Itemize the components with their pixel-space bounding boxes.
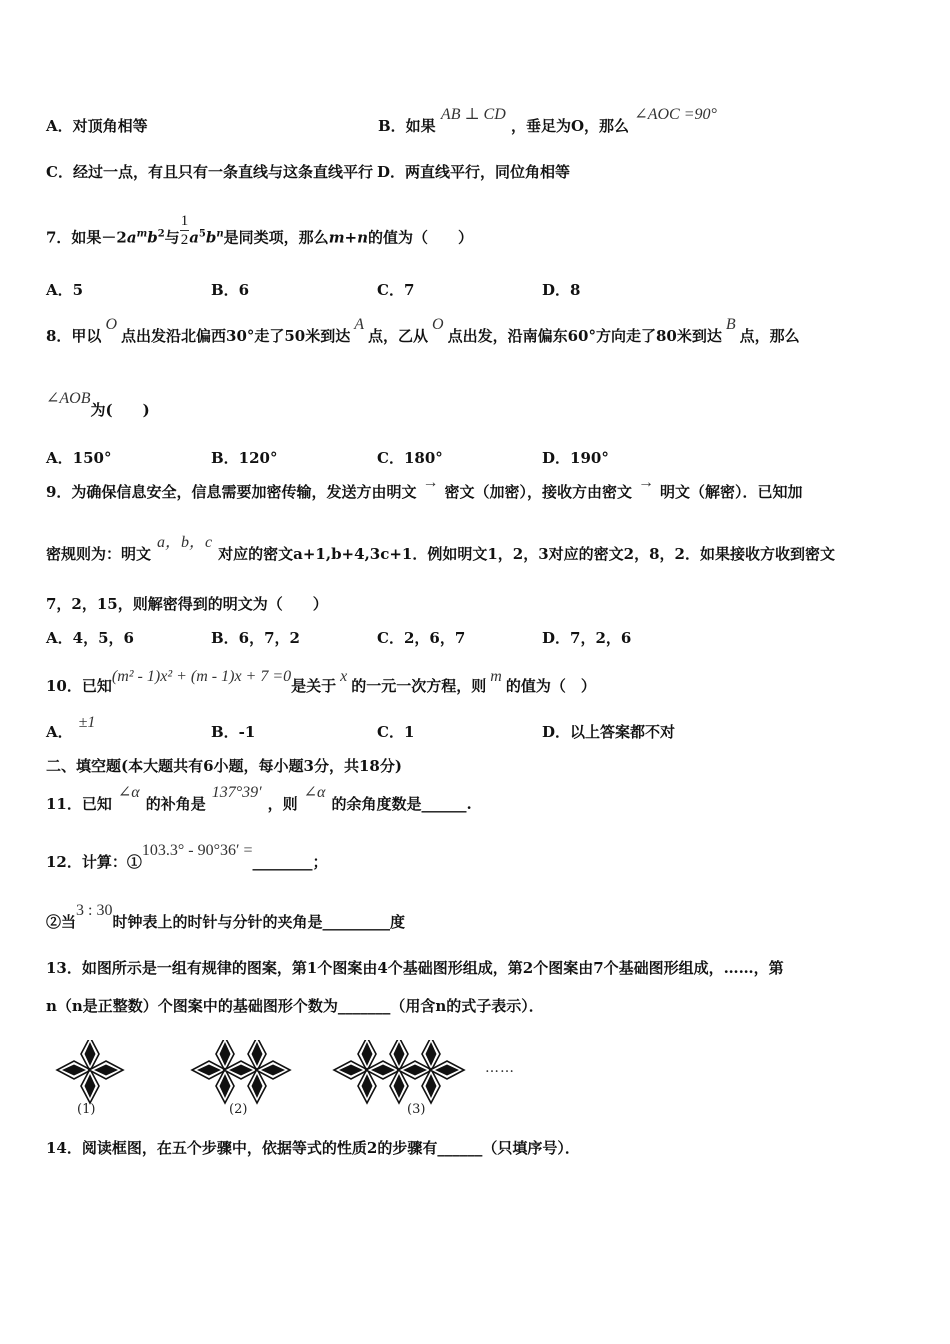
q7-frac-num: 1 [180, 213, 189, 229]
q7-post: 是同类项，那么 [223, 228, 329, 247]
q8-seg5: 为( ) [90, 401, 150, 419]
q6-b-math-angle: ∠AOC =90° [634, 106, 717, 123]
q13-figure-2 [192, 1040, 290, 1103]
q10-prefix: 10．已知 [46, 677, 112, 695]
q13-caption-1: (1) [77, 1102, 96, 1117]
q11-stem [46, 784, 472, 815]
q9-arrow-2: → [637, 474, 654, 491]
q9-option-d: D．7，2，6 [542, 629, 632, 647]
q9-line3: 7，2，15，则解密得到的明文为（ ） [46, 595, 328, 613]
q11-value: 137°39′ [211, 784, 262, 801]
q7-option-c: C．7 [377, 281, 415, 299]
q11-alpha-1: ∠α [117, 784, 140, 801]
q12-part1 [46, 842, 328, 873]
q10-option-c: C．1 [377, 723, 415, 741]
q8-prefix: 8．甲以 [46, 327, 102, 345]
q7-option-d: D．8 [542, 281, 581, 299]
q13-pattern-figures [45, 1040, 525, 1120]
q8-option-c: C．180° [377, 449, 443, 467]
q6-option-c-d [46, 162, 570, 182]
q9-option-b: B．6，7，2 [211, 629, 300, 647]
q8-option-a: A．150° [46, 449, 112, 467]
q9-option-c: C．2，6，7 [377, 629, 466, 647]
q14-stem: 14．阅读框图，在五个步骤中，依据等式的性质2的步骤有______（只填序号）． [46, 1139, 580, 1157]
q6-option-b [378, 106, 717, 137]
q9-l1b: 密文（加密），接收方由密文 [444, 483, 632, 501]
q8-point-o: O [105, 316, 117, 333]
q7-option-a: A．5 [46, 281, 84, 299]
q8-stem [46, 316, 800, 347]
q8-option-b: B．120° [211, 449, 278, 467]
q11-alpha-2: ∠α [303, 784, 326, 801]
q7-option-b: B．6 [211, 281, 250, 299]
q10-option-a [46, 714, 96, 743]
q13-pattern-svg [45, 1040, 525, 1120]
q13-figure-3 [334, 1040, 464, 1103]
q8-angle-aob: ∠AOB [46, 390, 91, 407]
q11-mid2: ，则 [267, 795, 298, 813]
q12-prefix: 12．计算：① [46, 853, 142, 871]
q10-mid: 是关于 [291, 677, 337, 695]
q13-ellipsis: …… [485, 1060, 515, 1076]
q7-exp-m: m [136, 228, 148, 240]
q12-expression: 103.3° - 90°36′ = [141, 842, 253, 859]
q9-l1a: 9．为确保信息安全，信息需要加密传输，发送方由明文 [46, 483, 417, 501]
q12-part2 [46, 902, 405, 933]
q7-prefix: 7．如果－2 [46, 228, 127, 247]
q11-prefix: 11．已知 [46, 795, 112, 813]
q9-line2 [46, 534, 835, 565]
q9-option-a: A．4，5，6 [46, 629, 134, 647]
q8-point-a: A [354, 316, 365, 333]
q8-seg4: 点，那么 [739, 327, 800, 345]
q10-end: 的值为（ ） [505, 677, 596, 695]
q11-end: 的余角度数是______. [331, 795, 472, 813]
q11-mid: 的补角是 [145, 795, 206, 813]
q9-l2a: 密规则为：明文 [46, 545, 152, 563]
q7-frac-den: 2 [180, 232, 189, 248]
q6-b-middle: ，垂足为O，那么 [510, 117, 630, 135]
q13-caption-2: (2) [229, 1102, 248, 1117]
q10-var-x: x [340, 668, 348, 685]
q12-p2-prefix: ②当 [46, 913, 77, 931]
q8-stem-line2 [46, 390, 150, 421]
q10-var-m: m [490, 668, 502, 685]
q12-p2-end: 时钟表上的时针与分针的夹角是_________度 [112, 913, 405, 931]
q10-option-a-value: ±1 [78, 714, 96, 731]
q6-b-prefix: B．如果 [378, 117, 436, 135]
q8-point-b: B [725, 316, 736, 333]
q8-seg2: 点，乙从 [368, 327, 429, 345]
q10-stem [46, 668, 596, 697]
q7-term-a2: a [189, 228, 199, 247]
q6-b-math-perp: AB ⊥ CD [440, 106, 506, 123]
q7-stem [46, 213, 474, 257]
q8-option-d: D．190° [542, 449, 609, 467]
q8-seg3: 点出发，沿南偏东60°方向走了80米到达 [447, 327, 722, 345]
q8-point-o2: O [432, 316, 444, 333]
q6-option-d: D．两直线平行，同位角相等 [376, 163, 570, 181]
q9-abc: a，b，c [157, 534, 213, 551]
q7-term-b2: b [205, 228, 217, 247]
q13-line2: n（n是正整数）个图案中的基础图形个数为_______（用含n的式子表示）． [46, 997, 544, 1015]
q7-exp-5: 5 [198, 228, 206, 240]
q9-l2b: 对应的密文a+1,b+4,3c+1．例如明文1，2，3对应的密文2，8，2．如果接收方收到密文 [218, 545, 835, 563]
q7-with: 与 [164, 228, 180, 247]
section-2-heading: 二、填空题(本大题共有6小题，每小题3分，共18分) [46, 757, 402, 775]
q7-term-a: a [126, 228, 137, 247]
q7-exp-2: 2 [157, 228, 165, 240]
q9-arrow-1: → [422, 474, 439, 491]
q10-equation: (m² - 1)x² + (m - 1)x + 7 =0 [111, 668, 292, 685]
q10-option-d: D．以上答案都不对 [542, 723, 676, 741]
q8-seg1: 点出发沿北偏西30°走了50米到达 [121, 327, 351, 345]
q9-line1 [46, 474, 803, 503]
q13-line1: 13．如图所示是一组有规律的图案，第1个图案由4个基础图形组成，第2个图案由7个基础图形组成，……，第 [46, 959, 784, 977]
q13-caption-3: (3) [407, 1102, 426, 1117]
q7-end: 的值为（ ） [368, 228, 474, 247]
q7-term-b: b [147, 228, 158, 247]
q10-mid2: 的一元一次方程，则 [351, 677, 487, 695]
q12-time: 3 : 30 [76, 902, 113, 919]
q10-option-b: B．-1 [211, 723, 256, 741]
q13-figure-1 [57, 1040, 123, 1103]
q6-option-a: A．对顶角相等 [46, 117, 148, 135]
q7-fraction [180, 212, 190, 249]
q9-l1c: 明文（解密）．已知加 [659, 483, 803, 501]
q7-m-plus-n: m+n [328, 228, 369, 247]
q10-option-a-label: A． [46, 723, 73, 741]
q7-exp-n: n [216, 228, 224, 240]
q12-blank: ________； [252, 853, 328, 871]
q6-option-c: C．经过一点，有且只有一条直线与这条直线平行 [46, 163, 373, 181]
